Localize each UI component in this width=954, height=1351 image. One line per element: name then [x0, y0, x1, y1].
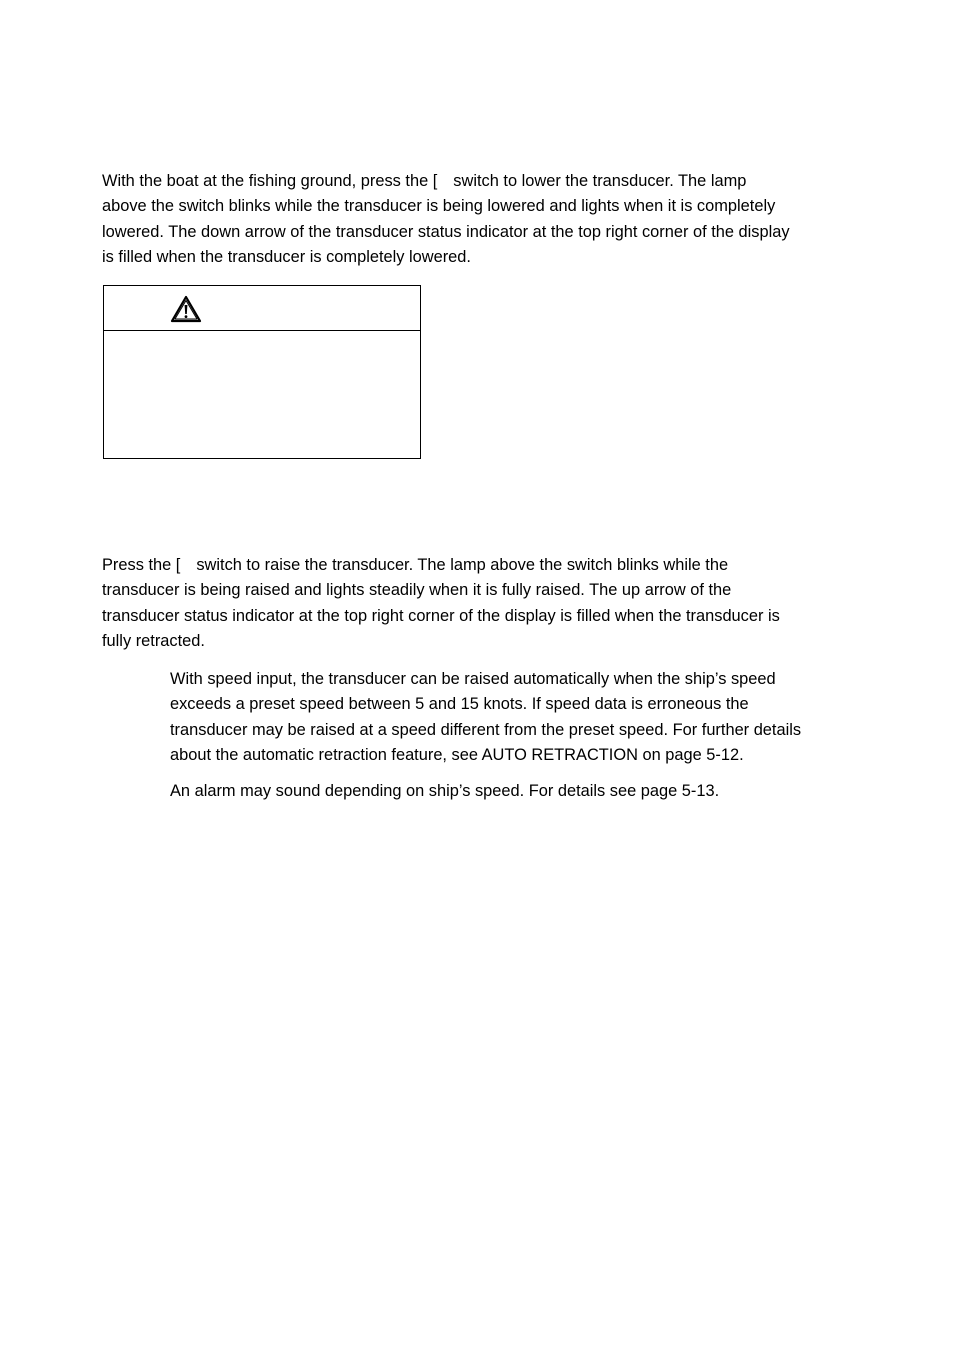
raise-line-2: transducer is being raised and lights steadily when it is fully raised. The up arrow of the	[102, 581, 732, 600]
lower-line-1a: With the boat at the fishing ground, press the [	[102, 172, 438, 190]
note-speed-alarm	[170, 779, 860, 804]
note-1-line-3: transducer may be raised at a speed different from the preset speed. For further details	[170, 720, 802, 739]
lower-line-1b: switch to lower the transducer. The lamp	[453, 172, 747, 190]
raise-line-4: fully retracted.	[102, 631, 205, 650]
caution-header	[104, 286, 420, 331]
lower-line-2: above the switch blinks while the transducer is being lowered and lights when it is completely	[102, 197, 776, 216]
caution-body	[104, 331, 420, 460]
raise-line-1b: switch to raise the transducer. The lamp above the switch blinks while the	[196, 556, 729, 574]
lower-line-4: is filled when the transducer is completely lowered.	[102, 247, 471, 266]
note-1-line-2: exceeds a preset speed between 5 and 15 knots. If speed data is erroneous the	[170, 695, 749, 714]
lower-line-3: lowered. The down arrow of the transducer status indicator at the top right corner of the display	[102, 222, 790, 241]
raise-line-1a: Press the [	[102, 556, 181, 574]
raise-transducer-paragraph	[102, 553, 862, 654]
note-1-line-1: With speed input, the transducer can be raised automatically when the ship’s speed	[170, 670, 776, 688]
caution-box	[103, 285, 421, 459]
note-auto-retraction	[170, 667, 860, 768]
warning-triangle-icon	[170, 295, 202, 323]
lower-transducer-paragraph	[102, 169, 862, 270]
raise-line-3: transducer status indicator at the top right corner of the display is filled when the transducer is	[102, 606, 780, 625]
note-1-line-4: about the automatic retraction feature, see AUTO RETRACTION on page 5-12.	[170, 745, 744, 764]
note-2-line-1: An alarm may sound depending on ship’s speed. For details see page 5-13.	[170, 782, 720, 800]
